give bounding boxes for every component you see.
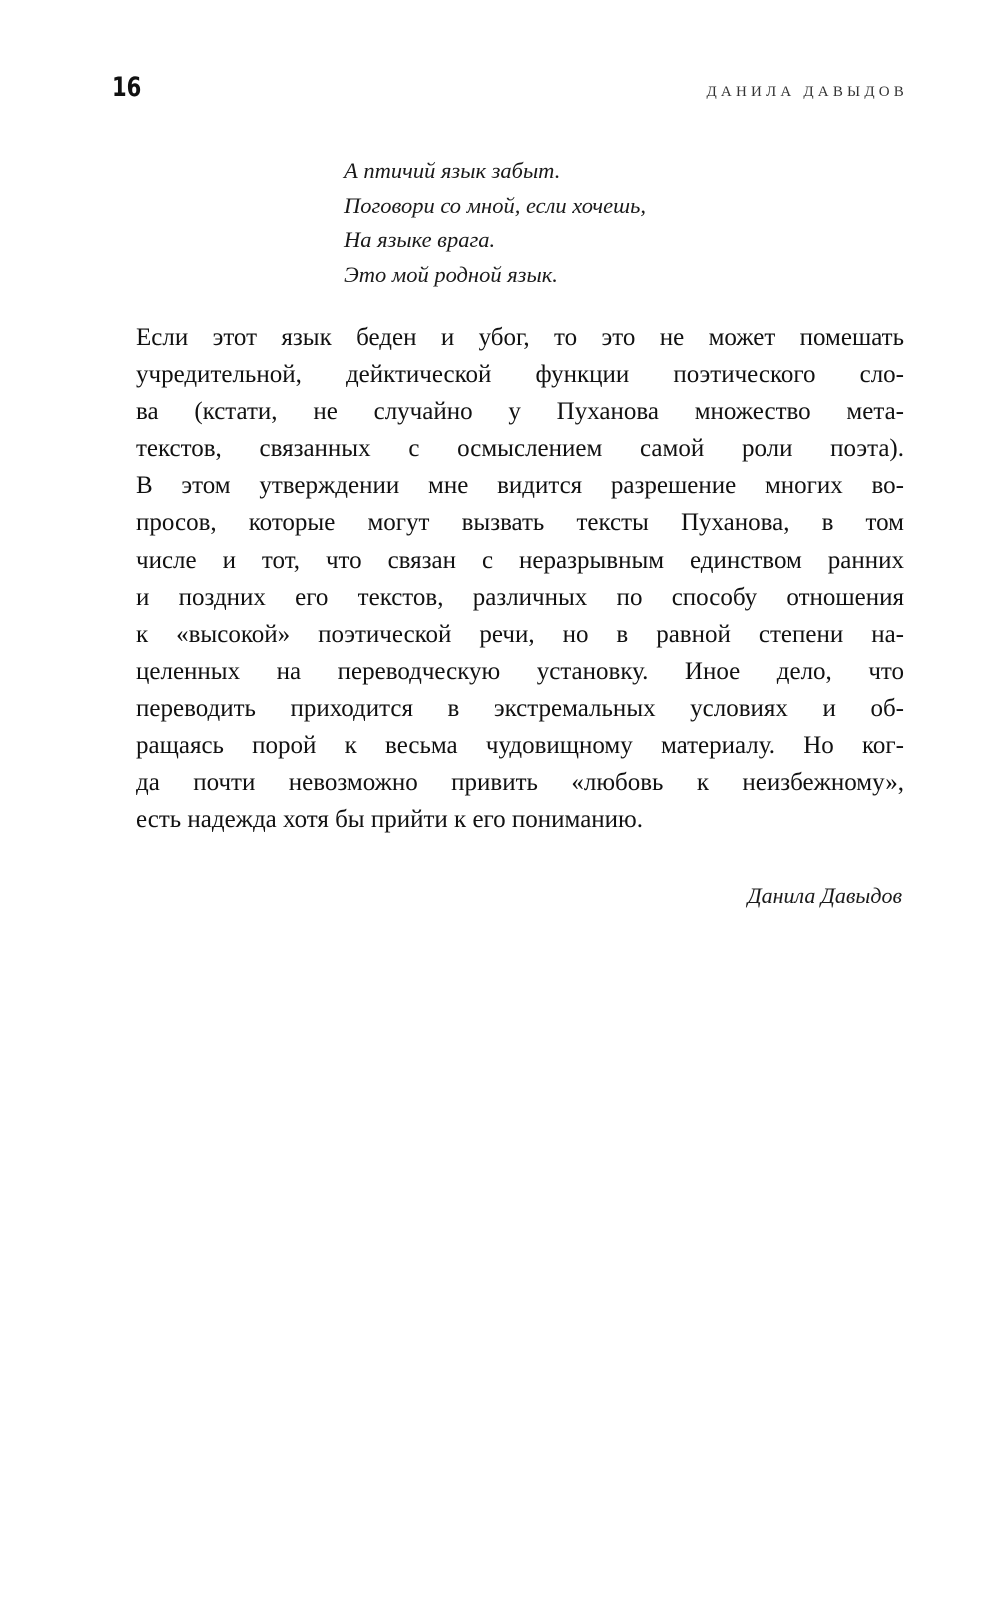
body-line: есть надежда хотя бы прийти к его пониманию. (136, 806, 643, 834)
epigraph-line: На языке врага. (344, 227, 496, 252)
page-number: 16 (112, 72, 142, 103)
epigraph-line: А птичий язык забыт. (344, 158, 561, 183)
body-line: Если этот язык беден и убог, то это не может помешать (136, 324, 904, 351)
body-line: текстов, связанных с осмыслением самой роли поэта). (136, 435, 904, 463)
body-paragraph (136, 319, 904, 838)
body-line: целенных на переводческую установку. Иное дело, что (136, 657, 904, 685)
body-line: просов, которые могут вызвать тексты Пуханова, в том (136, 509, 904, 537)
body-line: к «высокой» поэтической речи, но в равной степени на- (136, 620, 904, 648)
body-line: переводить приходится в экстремальных условиях и об- (136, 694, 904, 722)
author-signature: Данила Давыдов (747, 883, 902, 908)
body-line: ращаясь порой к весьма чудовищному материалу. Но ког- (136, 732, 904, 760)
body-line: да почти невозможно привить «любовь к неизбежному», (136, 769, 904, 797)
body-line: учредительной, дейктической функции поэтического сло- (136, 361, 904, 389)
epigraph-line: Поговори со мной, если хочешь, (344, 192, 646, 218)
epigraph-line: Это мой родной язык. (344, 261, 558, 287)
epigraph (344, 154, 646, 292)
body-line: В этом утверждении мне видится разрешение многих во- (136, 472, 904, 500)
body-line: ва (кстати, не случайно у Пуханова множество мета- (136, 398, 904, 426)
running-head: ДАНИЛА ДАВЫДОВ (706, 84, 908, 100)
body-line: числе и тот, что связан с неразрывным единством ранних (136, 546, 904, 574)
body-line: и поздних его текстов, различных по способу отношения (136, 583, 904, 611)
